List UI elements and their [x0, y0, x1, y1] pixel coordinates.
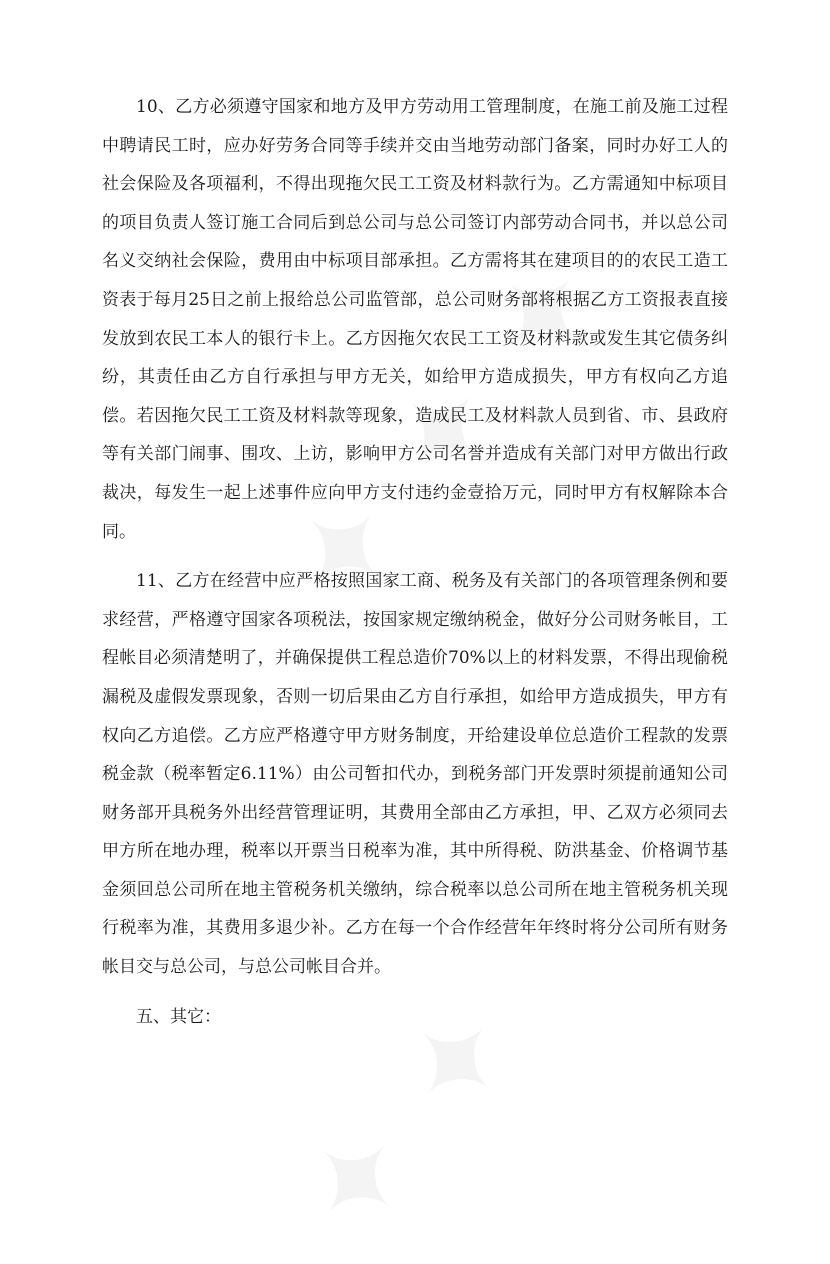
clause-10-paragraph: 10、乙方必须遵守国家和地方及甲方劳动用工管理制度，在施工前及施工过程中聘请民工时，应办好劳务合同等手续并交由当地劳动部门备案，同时办好工人的社会保险及各项福利，不得出现拖欠民工工资及材料款行为。乙方需通知中标项目的项目负责人签订施工合同后到总公司与总公司签订内部劳动合同书，并以总公司名义交纳社会保险，费用由中标项目部承担。乙方需将其在建项目的的农民工造工资表于每月25日之前上报给总公司监管部，总公司财务部将根据乙方工资报表直接发放到农民工本人的银行卡上。乙方因拖欠农民工工资及材料款或发生其它债务纠纷，其责任由乙方自行承担与甲方无关，如给甲方造成损失，甲方有权向乙方追偿。若因拖欠民工工资及材料款等现象，造成民工及材料款人员到省、市、县政府等有关部门闹事、围攻、上访，影响甲方公司名誉并造成有关部门对甲方做出行政裁决，每发生一起上述事件应向甲方支付违约金壹拾万元，同时甲方有权解除本合同。	[102, 97, 728, 542]
clause-11-paragraph: 11、乙方在经营中应严格按照国家工商、税务及有关部门的各项管理条例和要求经营，严格遵守国家各项税法，按国家规定缴纳税金，做好分公司财务帐目，工程帐目必须清楚明了，并确保提供工程总造价70%以上的材料发票，不得出现偷税漏税及虚假发票现象，否则一切后果由乙方自行承担，如给甲方造成损失，甲方有权向乙方追偿。乙方应严格遵守甲方财务制度，开给建设单位总造价工程款的发票税金款（税率暂定6.11%）由公司暂扣代办，到税务部门开发票时须提前通知公司财务部开具税务外出经营管理证明，其费用全部由乙方承担，甲、乙双方必须同去甲方所在地办理，税率以开票当日税率为准，其中所得税、防洪基金、价格调节基金须回总公司所在地主管税务机关缴纳，综合税率以总公司所在地主管税务机关现行税率为准，其费用多退少补。乙方在每一个合作经营年年终时将分公司所有财务帐目交与总公司，与总公司帐目合并。	[102, 571, 728, 978]
section-heading: 五、其它：	[136, 1006, 221, 1027]
document-body	[102, 88, 728, 1036]
